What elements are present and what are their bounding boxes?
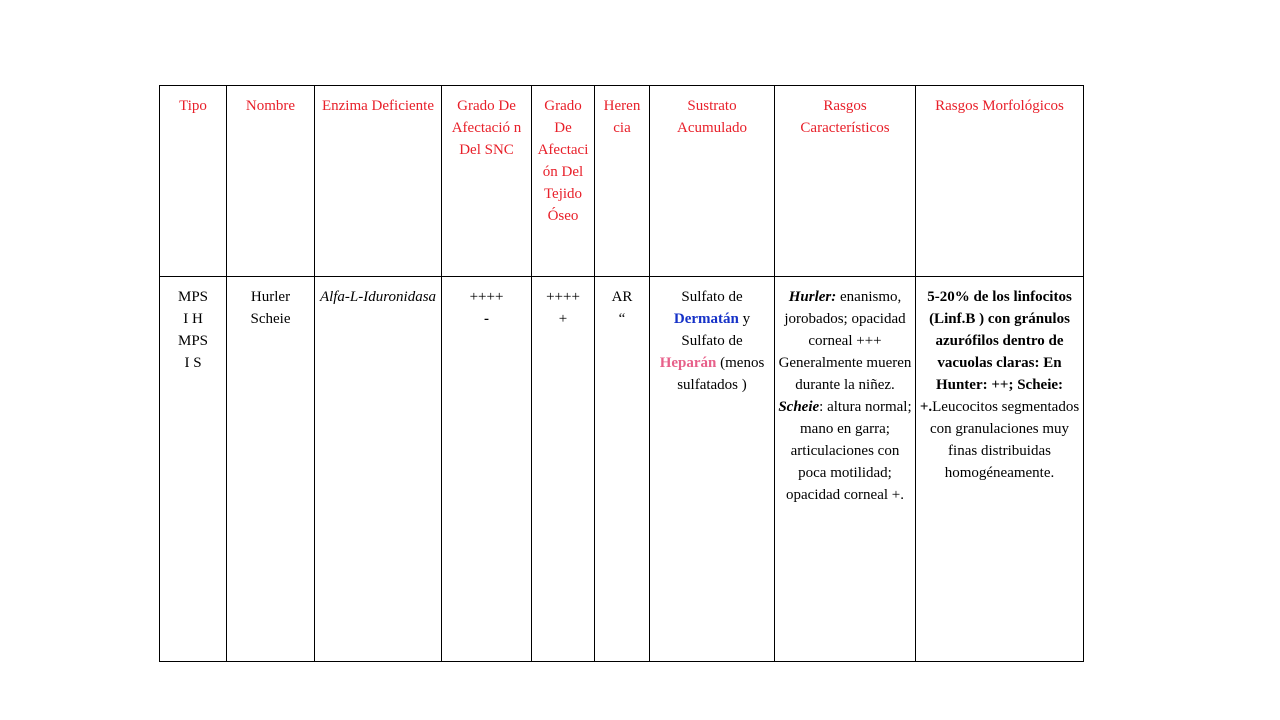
oseo-line: + [558,311,568,327]
sustrato-text: Sulfato de [681,289,743,305]
nombre-line: Scheie [250,311,291,327]
sustrato-text: (menos sulfatados ) [677,355,765,393]
mps-table [159,85,1084,662]
header-row [160,86,1084,277]
cell-snc [442,277,532,662]
nombre-line: Hurler [250,289,291,305]
header-caracteristicos: Rasgos Característicos [775,86,916,277]
cell-herencia [595,277,650,662]
herencia-line: “ [618,311,626,327]
header-nombre: Nombre [227,86,315,277]
morfologicos-bold: 5-20% de los linfocitos (Linf.B ) con gránulos azurófilos dentro de vacuolas claras: En Hunter: ++; Scheie: +. [919,289,1072,415]
table-row [160,277,1084,662]
cell-morfologicos [916,277,1084,662]
herencia-line: AR [611,289,633,305]
tipo-line: MPS [177,289,209,305]
tipo-line: MPS [177,333,209,349]
snc-line: ++++ [469,289,504,305]
tipo-line: I S [184,355,202,371]
morfologicos-text: Leucocitos segmentados con granulaciones muy finas distribuidas homogéneamente. [929,399,1080,481]
header-herencia: Heren cia [595,86,650,277]
cell-caracteristicos [775,277,916,662]
header-snc: Grado De Afectació n Del SNC [442,86,532,277]
snc-line: - [484,311,489,327]
cell-tipo [160,277,227,662]
header-tipo: Tipo [160,86,227,277]
scheie-text: : altura normal; mano en garra; articulaciones con poca motilidad; opacidad corneal +. [786,399,912,503]
cell-nombre [227,277,315,662]
tipo-line: I H [183,311,203,327]
hurler-text: enanismo, jorobados; opacidad corneal +++ Generalmente mueren durante la niñez. [778,289,912,393]
header-enzima: Enzima Deficiente [315,86,442,277]
scheie-label: Scheie [778,399,820,415]
header-oseo: Grado De Afectaci ón Del Tejido Óseo [532,86,595,277]
oseo-line: ++++ [546,289,580,305]
heparan-term: Heparán [659,355,717,371]
dermatan-term: Dermatán [673,311,739,327]
cell-sustrato [650,277,775,662]
hurler-label: Hurler: [788,289,837,305]
cell-oseo [532,277,595,662]
cell-enzima: Alfa-L-Iduronidasa [315,277,442,662]
header-sustrato: Sustrato Acumulado [650,86,775,277]
header-morfologicos: Rasgos Morfológicos [916,86,1084,277]
sustrato-text: y Sulfato de [681,311,751,349]
